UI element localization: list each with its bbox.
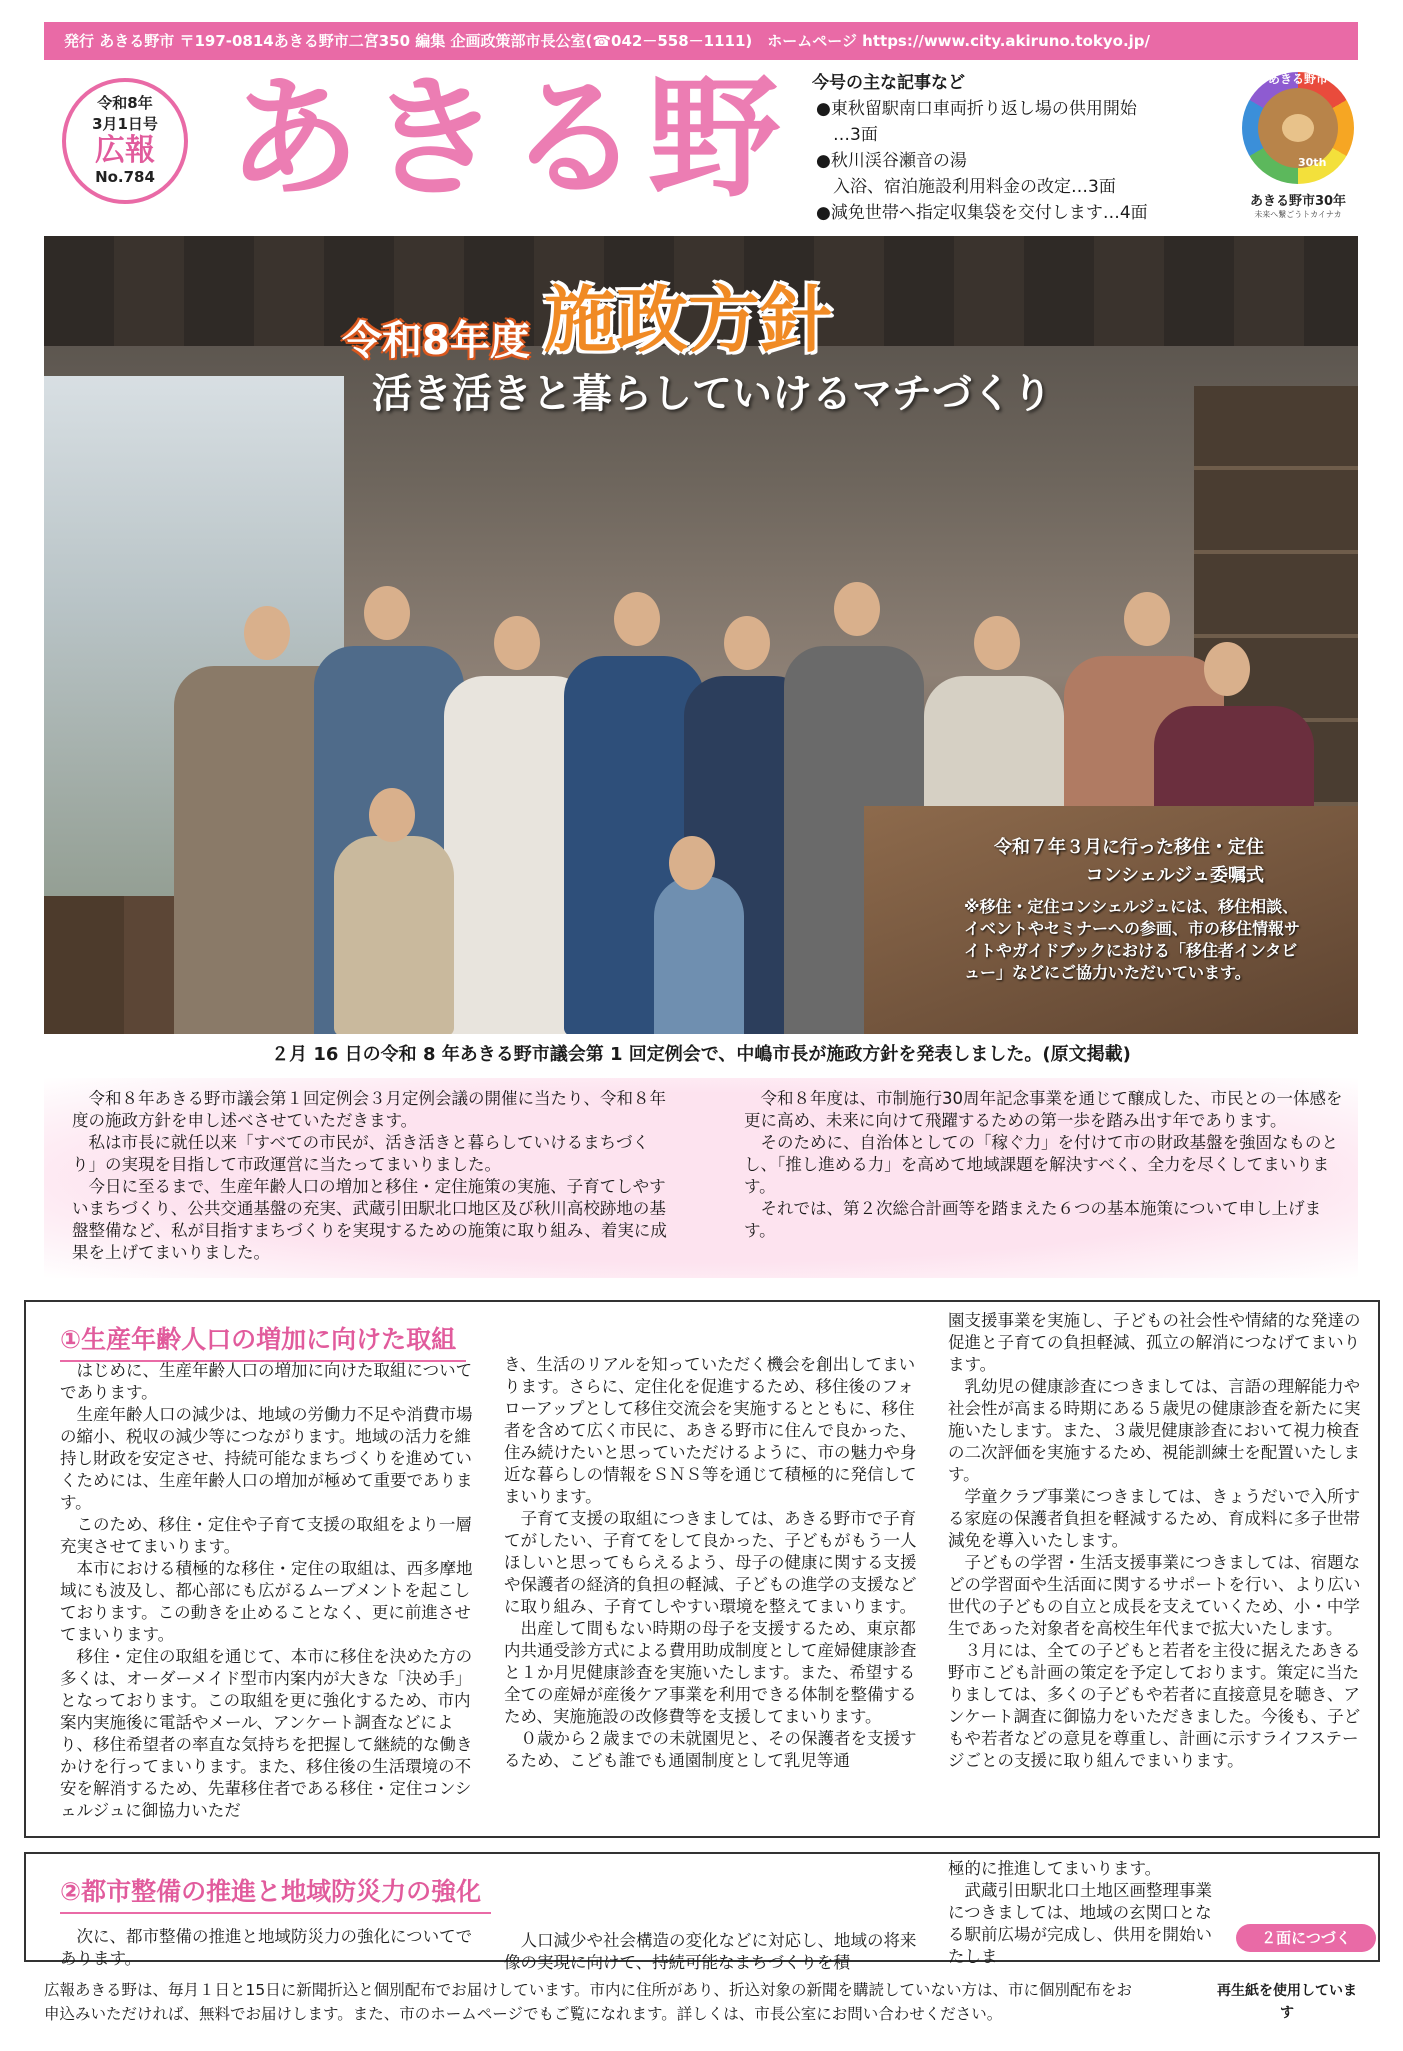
photo-caption-line: 令和７年３月に行った移住・定住 xyxy=(994,837,1264,858)
paragraph: それでは、第２次総合計画等を踏まえた６つの基本施策について申し上げます。 xyxy=(744,1199,1322,1240)
photo-caption-line: コンシェルジュ委嘱式 xyxy=(1085,865,1264,886)
contents-item[interactable]: ●減免世帯へ指定収集袋を交付します…4面 xyxy=(816,203,1148,223)
section-title: ②都市整備の推進と地域防災力の強化 xyxy=(60,1872,481,1908)
section-column xyxy=(948,1310,1366,1772)
paragraph: 今日に至るまで、生産年齢人口の増加と移住・定住施策の実施、子育てしやすいまちづくり、公共交通基盤の充実、武蔵引田駅北口地区及び秋川高校跡地の基盤整備など、私が目指すまちづくりを実現するための施策に取り組み、着実に成果を上げてまいりました。 xyxy=(72,1177,667,1262)
intro-right-column xyxy=(744,1088,1344,1242)
section-population xyxy=(24,1300,1380,1838)
paragraph: 子どもの学習・生活支援事業につきましては、宿題などの学習面や生活面に関するサポートを行い、より広い世代の子どもの自立と成長を支えていくため、小・中学生であった対象者を高校生年代まで拡大いたします。 xyxy=(948,1553,1361,1638)
intro-left-column xyxy=(72,1088,672,1264)
feature-year: 令和8年度 xyxy=(342,318,530,364)
contents-item[interactable]: ●東秋留駅南口車両折り返し場の供用開始 xyxy=(816,99,1137,119)
publisher-bar: 発行 あきる野市 〒197-0814あきる野市二宮350 編集 企画政策部市長公室(☎042－558－1111) ホームページ https://www.city.akiruno.tokyo.jp/ xyxy=(44,22,1358,60)
table-of-contents xyxy=(812,70,1232,226)
photo-caption xyxy=(964,834,1264,890)
paragraph: 本市における積極的な移住・定住の取組は、西多摩地域にも波及し、都心部にも広がるムーブメントを起こしております。この動きを止めることなく、更に前進させてまいります。 xyxy=(60,1559,473,1644)
contents-heading: 今号の主な記事など xyxy=(812,73,965,93)
paragraph: 次に、都市整備の推進と地域防災力の強化についてであります。 xyxy=(60,1927,473,1968)
logo-ring-text: あきる野市 xyxy=(1267,72,1328,86)
paragraph: 学童クラブ事業につきましては、きょうだいで入所する家庭の保護者負担を軽減するため、育成料に多子世帯減免を導入いたします。 xyxy=(948,1487,1361,1550)
footer-notice: 広報あきる野は、毎月１日と15日に新聞折込と個別配布でお届けしています。市内に住所があり、折込対象の新聞を購読していない方は、市に個別配布をお申込みいただければ、無料でお届けします。また、市のホームページでもご覧になれます。詳しくは、市長公室にお問い合わせください。 xyxy=(44,1981,1132,2023)
logo-caption: あきる野市30年 xyxy=(1249,194,1347,209)
paragraph: 子育て支援の取組につきましては、あきる野市で子育てがしたい、子育てをして良かった、子どもがもう一人ほしいと思ってもらえるよう、母子の健康に関する支援や保護者の経済的負担の軽減、子どもの進学の支援などに取り組み、子育てしやすい環境を整えてまいります。 xyxy=(504,1509,917,1616)
photo-subcaption: ２月 16 日の令和 8 年あきる野市議会第 1 回定例会で、中嶋市長が施政方針を発表しました。(原文掲載) xyxy=(271,1044,1131,1065)
issue-date: 3月1日号 xyxy=(92,115,158,133)
paragraph: そのために、自治体としての「稼ぐ力」を付けて市の財政基盤を強固なものとし、「推し進める力」を高めて地域課題を解決すべく、全力を尽くしてまいります。 xyxy=(744,1133,1338,1196)
paragraph: 園支援事業を実施し、子どもの社会性や情緒的な発達の促進と子育ての負担軽減、孤立の解消につなげてまいります。 xyxy=(948,1311,1361,1374)
paragraph: 出産して間もない時期の母子を支援するため、東京都内共通受診方式による費用助成制度として産婦健康診査と１か月児健康診査を実施いたします。また、希望する全ての産婦が産後ケア事業を利用できる体制を整備するため、実施施設の改修費等を支援してまいります。 xyxy=(504,1619,917,1726)
paragraph: 令和８年度は、市制施行30周年記念事業を通じて醸成した、市民との一体感を更に高め、未来に向けて飛躍するための第一歩を踏み出す年であります。 xyxy=(744,1089,1343,1130)
city-30th-logo xyxy=(1236,72,1360,222)
paragraph: 生産年齢人口の減少は、地域の労働力不足や消費市場の縮小、税収の減少等につながります。地域の活力を維持し財政を安定させ、持続可能なまちづくりを進めていくためには、生産年齢人口の増加が極めて重要であります。 xyxy=(60,1405,473,1512)
section-column xyxy=(504,1930,924,1974)
paragraph: ３月には、全ての子どもと若者を主役に据えたあきる野市こども計画の策定を予定しております。策定に当たりましては、多くの子どもや若者に直接意見を聴き、アンケート調査に御協力をいただきました。今後も、子どもや若者などの意見を尊重し、計画に示すライフステージごとの支援に取り組んでまいります。 xyxy=(948,1641,1361,1770)
paragraph: 令和８年あきる野市議会第１回定例会３月定例会議の開催に当たり、令和８年度の施政方針を申し述べさせていただきます。 xyxy=(72,1089,666,1130)
paragraph: はじめに、生産年齢人口の増加に向けた取組についてであります。 xyxy=(60,1361,473,1402)
photo-note: ※移住・定住コンシェルジュには、移住相談、イベントやセミナーへの参画、市の移住情報サイトやガイドブックにおける「移住者インタビュー」などにご協力いただいています。 xyxy=(964,897,1301,982)
recycled-paper-note: 再生紙を使用しています xyxy=(1217,1983,1357,2021)
contents-item: …3面 xyxy=(816,125,878,145)
masthead-title: あきる野 xyxy=(228,61,788,216)
logo-tagline: 未来へ繋ごうトカイナカ xyxy=(1254,210,1342,219)
paragraph: 移住・定住の取組を通じて、本市に移住を決めた方の多くは、オーダーメイド型市内案内が大きな「決め手」となっております。この取組を更に強化するため、市内案内実施後に電話やメール、アンケート調査などにより、移住希望者の率直な気持ちを把握して継続的な働きかけを行ってまいります。また、移住後の生活環境の不安を解消するため、先輩移住者である移住・定住コンシェルジュに御協力いただ xyxy=(60,1647,473,1820)
issue-era: 令和8年 xyxy=(97,94,153,112)
paragraph: このため、移住・定住や子育て支援の取組をより一層充実させてまいります。 xyxy=(60,1515,472,1556)
section-column xyxy=(60,1360,478,1822)
section-column xyxy=(504,1354,922,1772)
issue-kind: 広報 xyxy=(95,133,155,168)
intro-section xyxy=(44,1078,1358,1278)
paragraph: 武蔵引田駅北口土地区画整理事業につきましては、地域の玄関口となる駅前広場が完成し、供用を開始いたしま xyxy=(948,1881,1212,1966)
issue-badge xyxy=(62,78,188,204)
paragraph: 私は市長に就任以来「すべての市民が、活き活きと暮らしていけるまちづくり」の実現を目指して市政運営に当たってまいりました。 xyxy=(72,1133,650,1174)
feature-subtitle: 活き活きと暮らしていけるマチづくり xyxy=(372,370,1052,417)
contents-item[interactable]: ●秋川渓谷瀬音の湯 xyxy=(816,151,967,171)
section-title: ①生産年齢人口の増加に向けた取組 xyxy=(60,1320,456,1356)
section-urban-planning xyxy=(24,1852,1380,1972)
contents-item: 入浴、宿泊施設利用料金の改定…3面 xyxy=(816,177,1116,197)
logo-emblem-icon xyxy=(1242,72,1354,184)
issue-number: No.784 xyxy=(95,168,155,186)
feature-headline xyxy=(342,262,832,366)
feature-title: 施政方針 xyxy=(543,278,832,362)
paragraph: ０歳から２歳までの未就園児と、その保護者を支援するため、こども誰でも通園制度として乳児等通 xyxy=(504,1729,917,1770)
section-column xyxy=(60,1926,480,1970)
logo-anniv: 30th xyxy=(1298,156,1327,169)
paragraph: 極的に推進してまいります。 xyxy=(948,1859,1162,1878)
paragraph: 乳幼児の健康診査につきましては、言語の理解能力や社会性が高まる時期にある５歳児の健康診査を新たに実施いたします。また、３歳児健康診査において視力検査の二次評価を実施するため、視能訓練士を配置いたします。 xyxy=(948,1377,1361,1484)
paragraph: き、生活のリアルを知っていただく機会を創出してまいります。さらに、定住化を促進するため、移住後のフォローアップとして移住交流会を実施するとともに、移住者を含めて広く市民に、あきる野市に住んで良かった、住み続けたいと思っていただけるように、市の魅力や身近な暮らしの情報をＳＮＳ等を通じて積極的に発信してまいります。 xyxy=(504,1355,917,1506)
paragraph: 人口減少や社会構造の変化などに対応し、地域の将来像の実現に向けて、持続可能なまちづくりを積 xyxy=(504,1931,917,1972)
continue-page2-button[interactable]: ２面につづく xyxy=(1236,1924,1376,1952)
